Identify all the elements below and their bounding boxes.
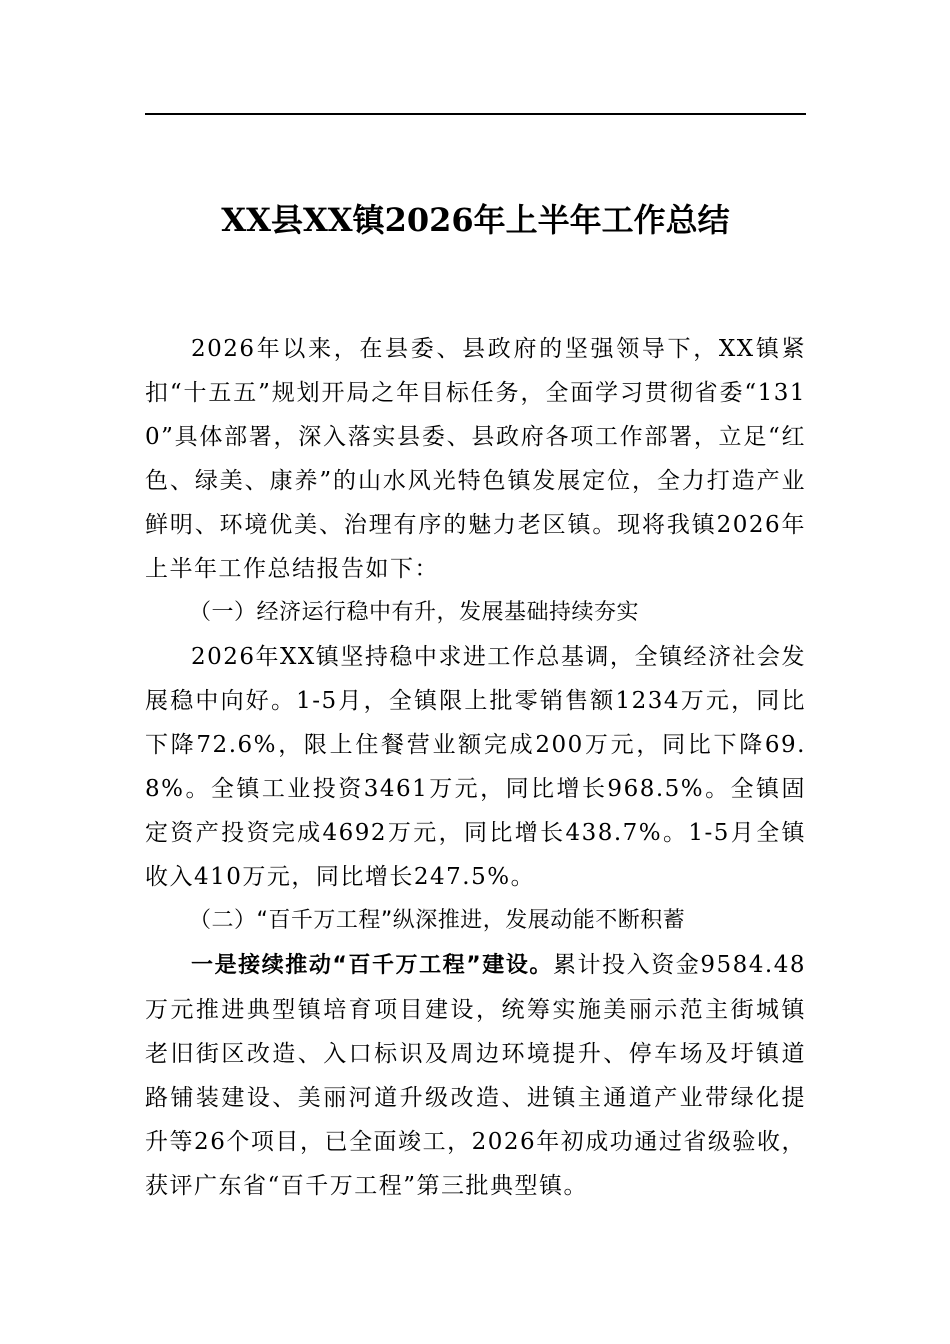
section-2-lead: 一是接续推动“百千万工程”建设。 — [191, 953, 553, 978]
section-2-heading: （二）“百千万工程”纵深推进，发展动能不断积蓄 — [189, 908, 686, 933]
intro-paragraph: 2026年以来，在县委、县政府的坚强领导下，XX镇紧扣“十五五”规划开局之年目标任务，全面学习贯彻省委“1310”具体部署，深入落实县委、县政府各项工作部署，立足“红色、绿美、康养”的山水风光特色镇发展定位，全力打造产业鲜明、环境优美、治理有序的魅力老区镇。现将我镇2026年上半年工作总结报告如下： — [145, 336, 806, 582]
header-rule — [145, 113, 806, 115]
document-title: XX县XX镇2026年上半年工作总结 — [221, 201, 730, 239]
section-1-heading: （一）经济运行稳中有升，发展基础持续夯实 — [189, 600, 640, 625]
section-1-paragraph: 2026年XX镇坚持稳中求进工作总基调，全镇经济社会发展稳中向好。1-5月，全镇限上批零销售额1234万元，同比下降72.6%，限上住餐营业额完成200万元，同比下降69.8%。全镇工业投资3461万元，同比增长968.5%。全镇固定资产投资完成4692万元，同比增长438.7%。1-5月全镇收入410万元，同比增长247.5%。 — [145, 644, 806, 890]
document-body — [145, 327, 806, 1208]
section-2-text: 累计投入资金9584.48万元推进典型镇培育项目建设，统筹实施美丽示范主街城镇老旧街区改造、入口标识及周边环境提升、停车场及圩镇道路铺装建设、美丽河道升级改造、进镇主通道产业带绿化提升等26个项目，已全面竣工，2026年初成功通过省级验收，获评广东省“百千万工程”第三批典型镇。 — [145, 952, 806, 1199]
section-2-paragraph — [145, 943, 806, 1208]
